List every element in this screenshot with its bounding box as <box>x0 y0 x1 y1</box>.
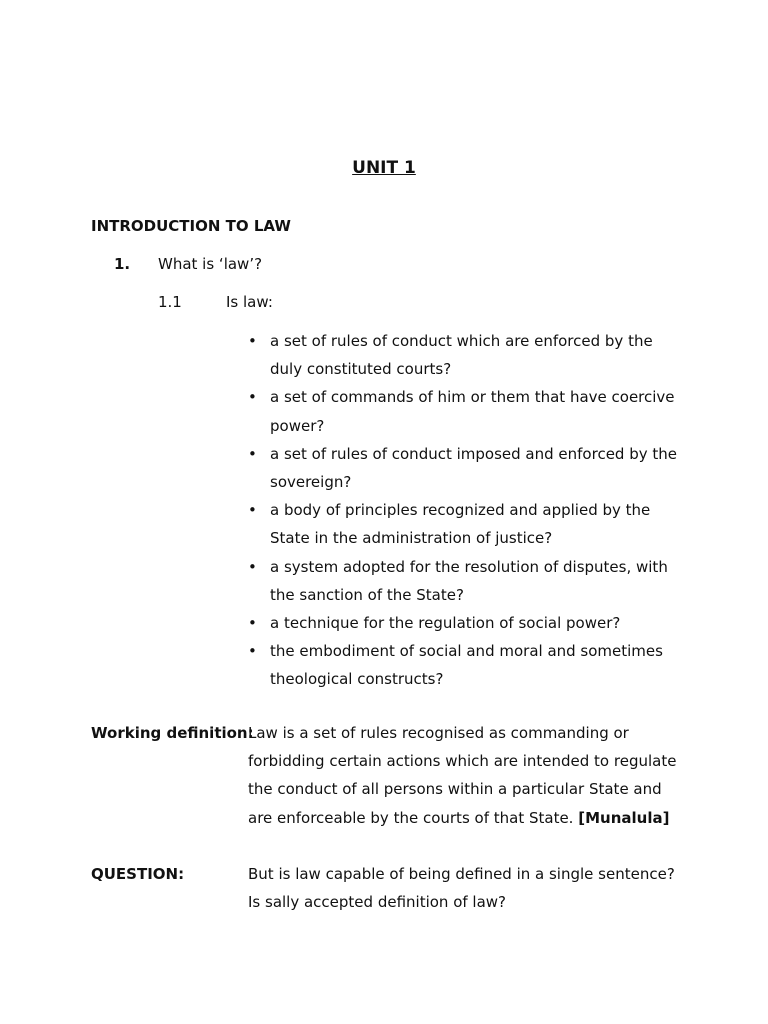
working-definition-text <box>248 719 688 832</box>
question-label: QUESTION: <box>91 865 185 883</box>
list-item <box>248 383 678 439</box>
definition-body: Law is a set of rules recognised as commanding or forbidding certain actions which are intended to regulate the conduct of all persons within a particular State and are enforceable by the courts of that State. <box>248 724 677 827</box>
subsection-number: 1.1 <box>158 293 182 311</box>
subsection-text: Is law: <box>226 293 273 311</box>
list-item-text: a technique for the regulation of social power? <box>270 614 621 633</box>
list-item-text: a body of principles recognized and applied by the State in the administration of justice? <box>270 501 651 548</box>
bullet-icon: • <box>248 388 257 407</box>
list-item <box>248 327 678 383</box>
question-text: What is ‘law’? <box>158 255 263 273</box>
bullet-icon: • <box>248 332 257 350</box>
bullet-icon: • <box>248 642 257 661</box>
list-item-text: a set of rules of conduct which are enforced by the duly constituted courts? <box>270 332 653 379</box>
bullet-icon: • <box>248 614 257 633</box>
bullet-list <box>248 327 678 694</box>
citation: [Munalula] <box>578 808 670 827</box>
bullet-icon: • <box>248 501 257 520</box>
working-definition-label: Working definition: <box>91 724 254 742</box>
question-body: But is law capable of being defined in a single sentence? Is sally accepted definition of law? <box>248 865 675 912</box>
bullet-icon: • <box>248 557 257 576</box>
bullet-icon: • <box>248 444 257 463</box>
list-item-text: the embodiment of social and moral and sometimes theological constructs? <box>270 642 663 689</box>
list-item-text: a system adopted for the resolution of disputes, with the sanction of the State? <box>270 557 668 604</box>
list-item-text: a set of commands of him or them that have coercive power? <box>270 388 675 435</box>
list-item <box>248 440 678 496</box>
list-item <box>248 496 678 552</box>
list-item-text: a set of rules of conduct imposed and enforced by the sovereign? <box>270 444 677 492</box>
unit-title: UNIT 1 <box>352 158 416 178</box>
section-heading: INTRODUCTION TO LAW <box>91 217 291 235</box>
question-number: 1. <box>114 255 131 273</box>
list-item <box>248 637 678 693</box>
list-item <box>248 553 678 609</box>
list-item <box>248 609 678 637</box>
